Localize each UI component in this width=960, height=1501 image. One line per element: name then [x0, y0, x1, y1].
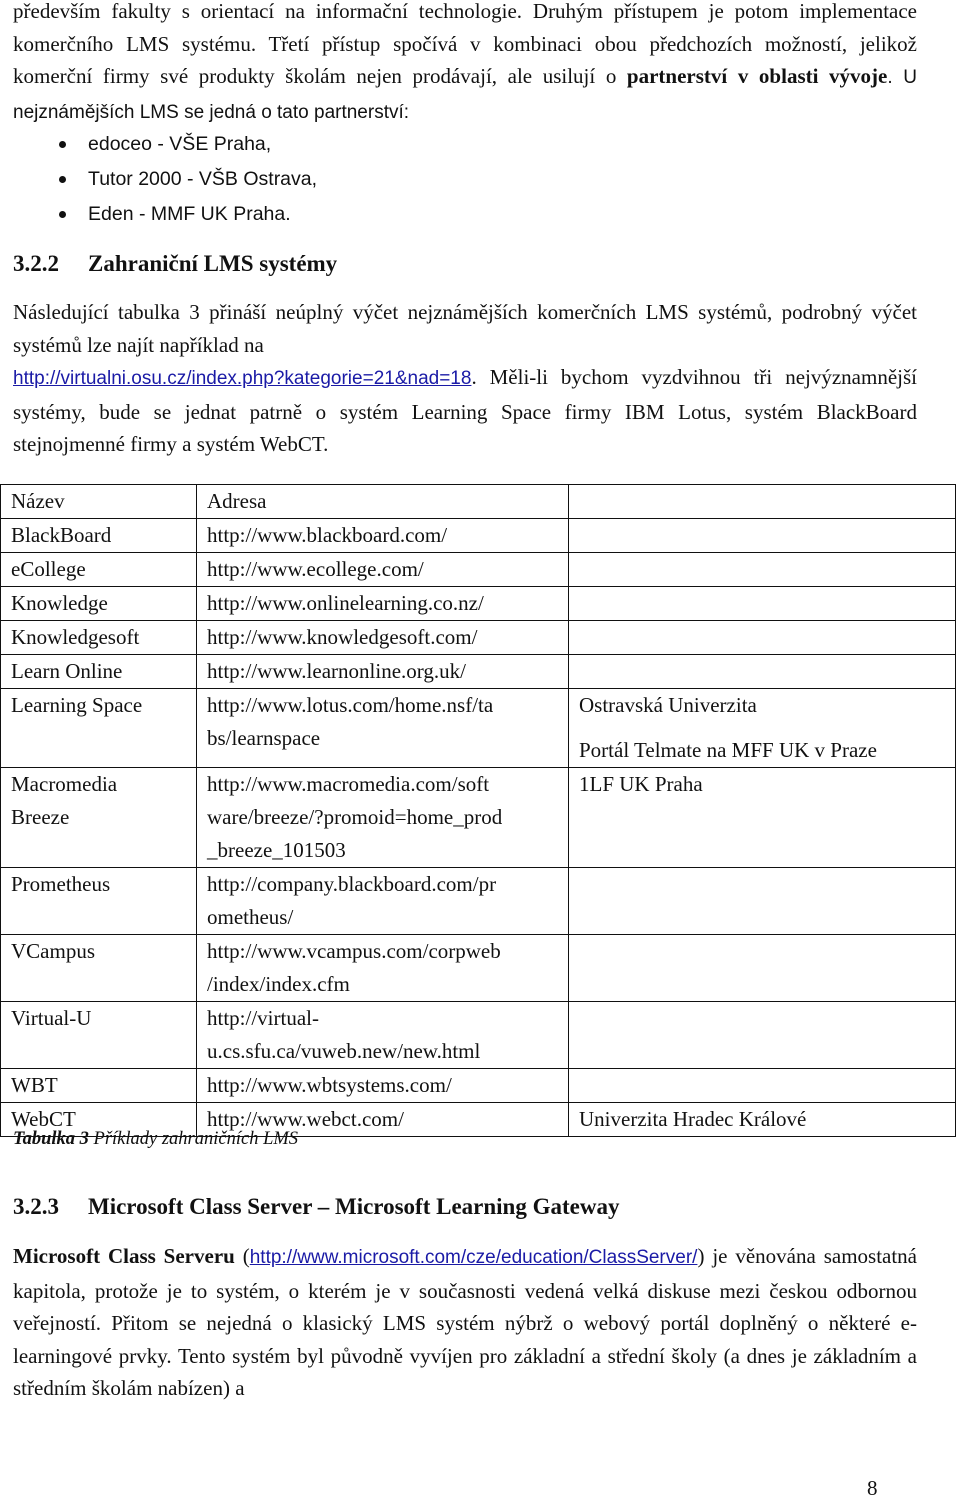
cell-name: BlackBoard — [1, 519, 197, 553]
table-row — [1, 587, 956, 621]
cell-name: Virtual-U — [1, 1002, 197, 1069]
cell-url: http://www.knowledgesoft.com/ — [197, 621, 569, 655]
cell-url — [197, 1002, 569, 1069]
section-title: Zahraniční LMS systémy — [88, 251, 338, 276]
cell-url — [197, 768, 569, 868]
header-note — [569, 485, 956, 519]
cell-note — [569, 1069, 956, 1103]
bullet-icon — [59, 211, 66, 218]
list-item — [0, 127, 317, 162]
bullet-icon — [59, 141, 66, 148]
cell-url — [197, 935, 569, 1002]
cell-name: eCollege — [1, 553, 197, 587]
cell-name: WBT — [1, 1069, 197, 1103]
cell-note — [569, 519, 956, 553]
section-heading-323 — [13, 1194, 619, 1220]
section-323-paragraph — [13, 1240, 917, 1405]
cell-note — [569, 935, 956, 1002]
section-number: 3.2.2 — [13, 251, 59, 276]
cell-url: http://www.onlinelearning.co.nz/ — [197, 587, 569, 621]
bullet-icon — [59, 176, 66, 183]
cell-url — [197, 689, 569, 768]
header-name: Název — [1, 485, 197, 519]
paragraph-text: ) je věnována samostatná kapitola, protože je to systém, o kterém je v současnosti vedená velká diskuse mezi českou odbornou veřejností. Přitom se nejedná o klasický LMS systém nýbrž o webový portál doplněný o některé e-learningové prvky. Tento systém byl původně vyvíjen pro základní a střední školy (a dnes je základním a středním školám nabízen) a — [13, 1244, 918, 1401]
list-item — [0, 197, 317, 232]
list-item-text: Eden - MMF UK Praha. — [88, 203, 291, 225]
lms-table — [0, 484, 956, 1137]
cell-url-line: bs/learnspace — [207, 726, 321, 750]
microsoft-class-server-link[interactable]: http://www.microsoft.com/cze/education/ClassServer/ — [249, 1247, 698, 1268]
section-title: Microsoft Class Server – Microsoft Learning Gateway — [88, 1194, 620, 1219]
table-row — [1, 689, 956, 768]
section-322-paragraph — [13, 296, 917, 461]
partnership-list — [0, 127, 317, 232]
cell-name: Prometheus — [1, 868, 197, 935]
cell-name: Learning Space — [1, 689, 197, 768]
section-number: 3.2.3 — [13, 1194, 59, 1219]
virtualni-osu-link[interactable]: http://virtualni.osu.cz/index.php?kategorie=21&nad=18 — [13, 368, 472, 390]
header-address: Adresa — [197, 485, 569, 519]
cell-url-line: /index/index.cfm — [207, 972, 350, 996]
paragraph-text: ( — [234, 1244, 250, 1268]
cell-note — [569, 587, 956, 621]
table-row — [1, 1069, 956, 1103]
cell-url: http://www.webct.com/ — [197, 1103, 569, 1137]
cell-note-line: Portál Telmate na MFF UK v Praze — [579, 738, 877, 762]
cell-url: http://www.ecollege.com/ — [197, 553, 569, 587]
caption-text: Příklady zahraničních LMS — [88, 1129, 299, 1149]
cell-note — [569, 655, 956, 689]
table-row — [1, 935, 956, 1002]
cell-url-line: http://www.lotus.com/home.nsf/ta — [207, 693, 494, 717]
table-row — [1, 621, 956, 655]
table-row — [1, 655, 956, 689]
table-row — [1, 868, 956, 935]
table-header-row — [1, 485, 956, 519]
cell-name: WebCT — [1, 1103, 197, 1137]
page-number: 8 — [867, 1476, 878, 1500]
table-row — [1, 768, 956, 868]
intro-tail: . U nejznámějších LMS se jedná o tato partnerství: — [13, 67, 917, 123]
class-server-bold: Microsoft Class Serveru — [13, 1244, 235, 1268]
table-caption — [13, 1129, 298, 1150]
caption-label-text: Tabulka 3 — [13, 1129, 89, 1149]
cell-url-line: http://company.blackboard.com/pr — [207, 872, 497, 896]
cell-url-line: http://www.macromedia.com/soft — [207, 772, 490, 796]
cell-note — [569, 1002, 956, 1069]
paragraph-text: . Měli-li bychom vyzdvihnou tři nejvýznamnější systémy, bude se jednat patrně o systém Learning Space firmy IBM Lotus, systém BlackBoard stejnojmenné firmy a systém WebCT. — [13, 365, 917, 457]
cell-note — [569, 553, 956, 587]
cell-url: http://www.learnonline.org.uk/ — [197, 655, 569, 689]
cell-note — [569, 868, 956, 935]
cell-note — [569, 621, 956, 655]
cell-name: VCampus — [1, 935, 197, 1002]
intro-text: především fakulty s orientací na informační technologie. Druhým přístupem je potom implementace komerčního LMS systému. Třetí přístup spočívá v kombinaci obou předchozích možností, jelikož komerční firmy své produkty školám nejen prodávají, ale usilují o — [13, 0, 917, 89]
cell-url-line: http://www.vcampus.com/corpweb — [207, 939, 501, 963]
list-item-text: edoceo - VŠE Praha, — [88, 133, 272, 155]
cell-note: 1LF UK Praha — [569, 768, 956, 868]
cell-name-line: Macromedia — [11, 772, 118, 796]
cell-url — [197, 868, 569, 935]
cell-name: Learn Online — [1, 655, 197, 689]
cell-name: Knowledgesoft — [1, 621, 197, 655]
cell-url-line: ometheus/ — [207, 905, 294, 929]
cell-name — [1, 768, 197, 868]
cell-note — [569, 689, 956, 768]
cell-url-line: _breeze_101503 — [207, 838, 346, 862]
paragraph-text: Následující tabulka 3 přináší neúplný výčet nejznámějších komerčních LMS systémů, podrobný výčet systémů lze najít například na — [13, 300, 917, 357]
caption-label — [13, 1129, 89, 1149]
section-heading-322 — [13, 251, 337, 277]
list-item-text: Tutor 2000 - VŠB Ostrava, — [88, 168, 318, 190]
table-row — [1, 553, 956, 587]
cell-url-line: u.cs.sfu.ca/vuweb.new/new.html — [207, 1039, 481, 1063]
table-row — [1, 519, 956, 553]
cell-name: Knowledge — [1, 587, 197, 621]
cell-url-line: http://virtual- — [207, 1006, 319, 1030]
intro-paragraph — [13, 0, 917, 129]
table-row — [1, 1002, 956, 1069]
cell-url: http://www.blackboard.com/ — [197, 519, 569, 553]
cell-note: Univerzita Hradec Králové — [569, 1103, 956, 1137]
cell-name-line: Breeze — [11, 805, 70, 829]
cell-note-line: Ostravská Univerzita — [579, 693, 757, 717]
cell-url: http://www.wbtsystems.com/ — [197, 1069, 569, 1103]
list-item — [0, 162, 317, 197]
intro-bold-phrase: partnerství v oblasti vývoje — [626, 64, 888, 89]
cell-url-line: ware/breeze/?promoid=home_prod — [207, 805, 503, 829]
